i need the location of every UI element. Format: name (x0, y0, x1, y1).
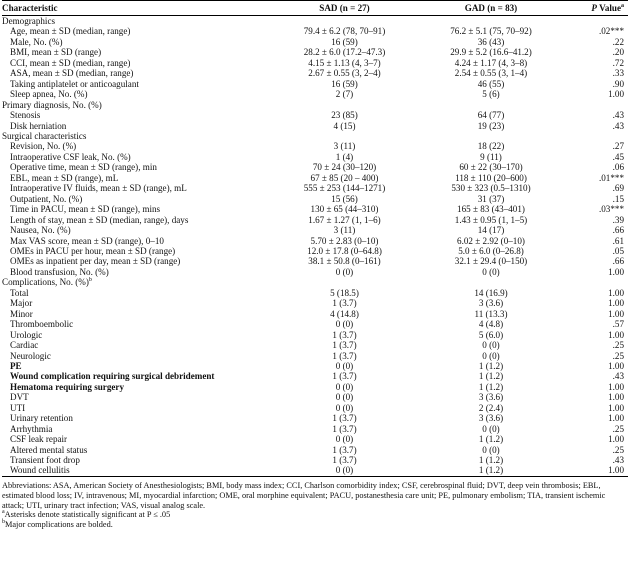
row-label-text: Complications, No. (%) (2, 277, 89, 288)
row-label-text: Minor (10, 308, 33, 319)
gad-cell: 1 (1.2) (478, 360, 504, 371)
header-p-value (567, 1, 628, 16)
p-value-cell: .66 (612, 256, 624, 267)
sad-cell: 1 (3.7) (332, 444, 357, 455)
row-label-text: Neurologic (10, 350, 51, 361)
row-label (2, 309, 274, 319)
table-header-row (2, 1, 628, 16)
footnote-a-text: Asterisks denote statistically significant at P ≤ .05 (4, 510, 171, 520)
gad-cell: 29.9 ± 5.2 (16.6–41.2) (450, 47, 532, 58)
row-label (2, 100, 274, 110)
footnote-b (2, 520, 628, 530)
row-label-text: Wound cellulitis (10, 465, 70, 476)
sad-cell: 1 (3.7) (332, 298, 357, 309)
p-value-cell: 1.00 (608, 402, 624, 413)
row-label-text: Urologic (10, 329, 43, 340)
row-label-text: Max VAS score, mean ± SD (range), 0–10 (10, 235, 164, 246)
row-label-text: Altered mental status (10, 444, 88, 455)
table-row (2, 403, 628, 413)
p-value-cell: .22 (612, 36, 624, 47)
header-p-italic: P (591, 2, 597, 13)
row-label-text: CSF leak repair (10, 434, 68, 445)
table-row (2, 215, 628, 225)
row-label-text: Taking antiplatelet or anticoagulant (10, 78, 139, 89)
row-label-text: Demographics (2, 16, 56, 26)
table-row (2, 455, 628, 465)
row-label-text: OMEs as inpatient per day, mean ± SD (range) (10, 256, 181, 267)
row-label (2, 110, 274, 120)
sad-cell: 70 ± 24 (30–120) (312, 162, 377, 173)
p-value-cell: .25 (612, 350, 624, 361)
sad-cell: 16 (59) (331, 78, 358, 89)
table-row (2, 68, 628, 78)
table-row (2, 392, 628, 402)
row-label (2, 26, 274, 36)
table-row (2, 424, 628, 434)
p-value-cell: .33 (612, 68, 624, 79)
sad-cell: 4.15 ± 1.13 (4, 3–7) (308, 57, 381, 68)
p-value-cell: .69 (612, 183, 624, 194)
p-value-cell: .01*** (598, 172, 624, 183)
p-value-cell: 1.00 (608, 308, 624, 319)
p-value-cell: .61 (612, 235, 624, 246)
row-label-text: Transient foot drop (10, 455, 80, 466)
p-value-cell: .06 (612, 162, 624, 173)
row-label (2, 267, 274, 277)
sad-cell: 0 (0) (335, 434, 354, 445)
table-row (2, 340, 628, 350)
p-value-cell: .66 (612, 225, 624, 236)
gad-cell: 11 (13.3) (474, 308, 508, 319)
row-label (2, 434, 274, 444)
gad-cell: 6.02 ± 2.92 (0–10) (457, 235, 525, 246)
sad-cell (274, 277, 415, 287)
sad-cell: 0 (0) (335, 319, 354, 330)
row-label (2, 131, 274, 141)
sad-cell: 4 (15) (333, 120, 356, 131)
row-label-text: Disk herniation (10, 120, 67, 131)
gad-cell (415, 100, 567, 110)
row-label-sup: b (88, 277, 92, 284)
sad-cell (274, 16, 415, 27)
table-row (2, 319, 628, 329)
gad-cell: 0 (0) (482, 444, 500, 455)
sad-cell: 1 (3.7) (332, 350, 357, 361)
gad-cell: 4.24 ± 1.17 (4, 3–8) (454, 57, 528, 68)
gad-cell: 18 (22) (477, 141, 505, 152)
row-label (2, 68, 274, 78)
sad-cell: 38.1 ± 50.8 (0–161) (308, 256, 381, 267)
table-row (2, 256, 628, 266)
sad-cell: 16 (59) (331, 36, 358, 47)
row-label (2, 58, 274, 68)
sad-cell: 2.67 ± 0.55 (3, 2–4) (308, 68, 381, 79)
sad-cell: 3 (11) (333, 225, 356, 236)
row-label (2, 340, 274, 350)
p-value-cell: .25 (612, 340, 624, 351)
footnote-b-mark: b (2, 519, 5, 526)
p-value-cell: 1.00 (608, 298, 624, 309)
sad-cell: 67 ± 85 (20 – 400) (310, 172, 379, 183)
gad-cell: 1 (1.2) (478, 381, 504, 392)
gad-cell: 64 (77) (477, 110, 505, 121)
sad-cell: 1 (3.7) (332, 455, 357, 466)
table-row (2, 330, 628, 340)
sad-cell: 0 (0) (335, 402, 354, 413)
p-value-cell: .25 (612, 444, 624, 455)
section-row (2, 131, 628, 141)
p-value-cell: 1.00 (608, 413, 624, 424)
gad-cell (415, 277, 567, 287)
gad-cell: 19 (23) (477, 120, 505, 131)
row-label (2, 79, 274, 89)
table-row (2, 110, 628, 120)
gad-cell: 36 (43) (477, 36, 505, 47)
gad-cell: 9 (11) (480, 151, 502, 162)
p-value-cell: .39 (612, 214, 624, 225)
row-label-text: PE (10, 360, 22, 371)
gad-cell: 2.54 ± 0.55 (3, 1–4) (454, 68, 528, 79)
row-label (2, 424, 274, 434)
table-row (2, 47, 628, 57)
sad-cell: 3 (11) (333, 141, 356, 152)
row-label-text: Total (10, 287, 29, 298)
table-row (2, 26, 628, 36)
row-label-text: Operative time, mean ± SD (range), min (10, 162, 157, 173)
row-label (2, 361, 274, 371)
table-row (2, 465, 628, 476)
row-label-text: UTI (10, 402, 26, 413)
row-label (2, 298, 274, 308)
table-row (2, 413, 628, 423)
gad-cell: 0 (0) (482, 350, 500, 361)
table-row (2, 58, 628, 68)
table-row (2, 152, 628, 162)
section-row (2, 100, 628, 110)
sad-cell: 1 (3.7) (332, 371, 357, 382)
table-row (2, 194, 628, 204)
row-label-text: Age, mean ± SD (median, range) (10, 26, 131, 37)
gad-cell: 1.43 ± 0.95 (1, 1–5) (454, 214, 528, 225)
row-label-text: Major (10, 298, 33, 309)
row-label (2, 204, 274, 214)
row-label-text: Male, No. (%) (10, 36, 63, 47)
row-label (2, 455, 274, 465)
row-label (2, 465, 274, 476)
row-label-text: Primary diagnosis, No. (%) (2, 99, 102, 110)
row-label-text: Intraoperative CSF leak, No. (%) (10, 151, 131, 162)
p-value-cell: .72 (612, 57, 624, 68)
row-label-text: Surgical characteristics (2, 130, 87, 141)
row-label-text: Time in PACU, mean ± SD (range), mins (10, 204, 161, 215)
row-label (2, 445, 274, 455)
p-value-cell (567, 100, 628, 110)
row-label-text: Intraoperative IV fluids, mean ± SD (range), mL (10, 183, 187, 194)
row-label-text: Arrhythmia (10, 423, 53, 434)
row-label (2, 141, 274, 151)
table-row (2, 267, 628, 277)
row-label-text: BMI, mean ± SD (range) (10, 47, 102, 58)
row-label-text: Stenosis (10, 110, 41, 121)
gad-cell: 76.2 ± 5.1 (75, 70–92) (450, 26, 532, 37)
table-row (2, 37, 628, 47)
row-label (2, 319, 274, 329)
p-value-cell: .43 (612, 371, 624, 382)
p-value-cell (567, 16, 628, 27)
sad-cell: 1 (3.7) (332, 340, 357, 351)
gad-cell: 1 (1.2) (415, 465, 567, 476)
row-label-text: Outpatient, No. (%) (10, 193, 83, 204)
sad-cell: 0 (0) (335, 381, 354, 392)
table-row (2, 162, 628, 172)
row-label-text: Urinary retention (10, 413, 73, 424)
gad-cell: 31 (37) (477, 193, 505, 204)
table-row (2, 382, 628, 392)
gad-cell (415, 16, 567, 27)
table-row (2, 298, 628, 308)
p-value-cell: .57 (612, 319, 624, 330)
row-label (2, 330, 274, 340)
gad-cell (415, 131, 567, 141)
gad-cell: 32.1 ± 29.4 (0–150) (454, 256, 528, 267)
gad-cell: 2 (2.4) (478, 402, 504, 413)
row-label (2, 183, 274, 193)
sad-cell: 79.4 ± 6.2 (78, 70–91) (303, 26, 386, 37)
p-value-cell: 1.00 (608, 329, 624, 340)
p-value-cell: .43 (612, 110, 624, 121)
p-value-cell: 1.00 (567, 465, 628, 476)
row-label-text: OMEs in PACU per hour, mean ± SD (range) (10, 245, 176, 256)
table-footnotes (2, 481, 628, 530)
gad-cell: 3 (3.6) (478, 392, 504, 403)
row-label-text: Nausea, No. (%) (10, 225, 71, 236)
table-row (2, 371, 628, 381)
sad-cell: 1.67 ± 1.27 (1, 1–6) (308, 214, 381, 225)
gad-cell: 165 ± 83 (43–401) (457, 204, 525, 215)
p-value-cell: .15 (612, 193, 624, 204)
row-label-text: Thromboembolic (10, 319, 74, 330)
sad-cell (274, 100, 415, 110)
row-label (2, 225, 274, 235)
p-value-cell: .25 (612, 423, 624, 434)
p-value-cell: .90 (612, 78, 624, 89)
table-row (2, 183, 628, 193)
p-value-cell: 1.00 (608, 89, 624, 100)
row-label-text: Revision, No. (%) (10, 141, 77, 152)
table-body (2, 16, 628, 477)
table-row (2, 351, 628, 361)
row-label-text: Cardiac (10, 340, 39, 351)
sad-cell: 0 (0) (335, 266, 354, 277)
row-label (2, 152, 274, 162)
header-sad: SAD (n = 27) (274, 1, 415, 16)
gad-cell: 4 (4.8) (478, 319, 504, 330)
row-label (2, 162, 274, 172)
row-label (2, 382, 274, 392)
p-value-cell: 1.00 (608, 287, 624, 298)
row-label-text: Sleep apnea, No. (%) (10, 89, 88, 100)
gad-cell: 14 (16.9) (474, 287, 508, 298)
sad-cell: 4 (14.8) (330, 308, 359, 319)
p-value-cell: 1.00 (608, 392, 624, 403)
table-row (2, 173, 628, 183)
row-label (2, 246, 274, 256)
p-value-cell: 1.00 (608, 360, 624, 371)
row-label (2, 121, 274, 131)
row-label (2, 47, 274, 57)
table-row (2, 141, 628, 151)
table-row (2, 79, 628, 89)
row-label-text: CCI, mean ± SD (median, range) (10, 57, 131, 68)
p-value-cell: 1.00 (608, 266, 624, 277)
sad-cell: 0 (0) (335, 360, 354, 371)
header-p-sup: a (621, 2, 624, 9)
p-value-cell: .43 (612, 455, 624, 466)
row-label-text: Length of stay, mean ± SD (median, range), days (10, 214, 189, 225)
row-label (2, 16, 274, 27)
table-row (2, 121, 628, 131)
gad-cell: 0 (0) (482, 266, 500, 277)
footnote-a-mark: a (2, 509, 5, 516)
table-row (2, 204, 628, 214)
table-row (2, 246, 628, 256)
gad-cell: 1 (1.2) (478, 434, 504, 445)
footnote-b-text: Major complications are bolded. (5, 520, 113, 530)
sad-cell: 2 (7) (335, 89, 354, 100)
gad-cell: 5 (6) (482, 89, 500, 100)
gad-cell: 118 ± 110 (20–600) (455, 172, 527, 183)
p-value-cell: .27 (612, 141, 624, 152)
section-row (2, 16, 628, 27)
row-label (2, 173, 274, 183)
sad-cell: 1 (3.7) (332, 413, 357, 424)
row-label (2, 413, 274, 423)
row-label-text: ASA, mean ± SD (median, range) (10, 68, 134, 79)
gad-cell: 1 (1.2) (478, 455, 504, 466)
sad-cell: 1 (3.7) (332, 423, 357, 434)
p-value-cell: .20 (612, 47, 624, 58)
p-value-cell (567, 131, 628, 141)
row-label (2, 288, 274, 298)
gad-cell: 14 (17) (477, 225, 505, 236)
p-value-cell: .05 (612, 245, 624, 256)
row-label (2, 392, 274, 402)
gad-cell: 5.0 ± 6.0 (0–26.8) (458, 245, 524, 256)
header-characteristic: Characteristic (2, 1, 274, 16)
row-label-text: EBL, mean ± SD (range), mL (10, 172, 119, 183)
sad-cell: 23 (85) (331, 110, 358, 121)
p-value-cell: .02*** (598, 26, 624, 37)
p-value-cell (567, 277, 628, 287)
table-row (2, 89, 628, 99)
header-gad: GAD (n = 83) (415, 1, 567, 16)
table-row (2, 236, 628, 246)
sad-cell: 0 (0) (335, 392, 354, 403)
sad-cell: 5.70 ± 2.83 (0–10) (310, 235, 379, 246)
footnote-a (2, 510, 628, 520)
row-label (2, 371, 274, 381)
row-label (2, 351, 274, 361)
p-value-cell: .03*** (598, 204, 624, 215)
sad-cell: 15 (56) (331, 193, 358, 204)
sad-cell: 130 ± 65 (44–310) (310, 204, 379, 215)
sad-cell: 12.0 ± 17.8 (0–64.8) (307, 245, 382, 256)
row-label-text: Wound complication requiring surgical debridement (10, 371, 215, 382)
table-row (2, 445, 628, 455)
gad-cell: 1 (1.2) (478, 371, 504, 382)
gad-cell: 530 ± 323 (0.5–1310) (451, 183, 531, 194)
row-label (2, 37, 274, 47)
sad-cell (274, 131, 415, 141)
gad-cell: 5 (6.0) (478, 329, 504, 340)
row-label-text: DVT (10, 392, 29, 403)
p-value-cell: 1.00 (608, 381, 624, 392)
sad-cell: 5 (18.5) (330, 287, 359, 298)
table-row (2, 361, 628, 371)
gad-cell: 0 (0) (482, 423, 500, 434)
sad-cell: 0 (0) (274, 465, 415, 476)
gad-cell: 3 (3.6) (478, 413, 504, 424)
table-row (2, 225, 628, 235)
row-label (2, 403, 274, 413)
table-row (2, 288, 628, 298)
gad-cell: 46 (55) (477, 78, 505, 89)
table-row (2, 434, 628, 444)
characteristics-table (2, 0, 628, 477)
section-row (2, 277, 628, 287)
row-label (2, 215, 274, 225)
p-value-cell: 1.00 (608, 434, 624, 445)
sad-cell: 555 ± 253 (144–1271) (303, 183, 386, 194)
row-label-text: Blood transfusion, No. (%) (10, 266, 109, 277)
gad-cell: 3 (3.6) (478, 298, 504, 309)
sad-cell: 1 (4) (335, 151, 354, 162)
row-label (2, 277, 274, 287)
header-p-rest: Value (596, 2, 621, 13)
gad-cell: 60 ± 22 (30–170) (459, 162, 523, 173)
row-label (2, 256, 274, 266)
row-label (2, 89, 274, 99)
footnote-abbreviations: Abbreviations: ASA, American Society of Anesthesiologists; BMI, body mass index; CCI, Charlson comorbidity index; CSF, cerebrospinal fluid; DVT, deep vein thrombosis; EBL, estimated blood loss; IV, intravenous; MI, myocardial infarction; OME, oral morphine equivalent; PACU, postanesthesia care unit; PE, pulmonary embolism; TIA, transient ischemic attack; UTI, urinary tract infection; VAS, visual analog scale. (2, 480, 606, 510)
p-value-cell: .45 (612, 151, 624, 162)
table-row (2, 309, 628, 319)
row-label-text: Hematoma requiring surgery (10, 381, 124, 392)
gad-cell: 0 (0) (482, 340, 500, 351)
row-label (2, 194, 274, 204)
sad-cell: 28.2 ± 6.0 (17.2–47.3) (303, 47, 386, 58)
p-value-cell: .43 (612, 120, 624, 131)
sad-cell: 1 (3.7) (332, 329, 357, 340)
row-label (2, 236, 274, 246)
